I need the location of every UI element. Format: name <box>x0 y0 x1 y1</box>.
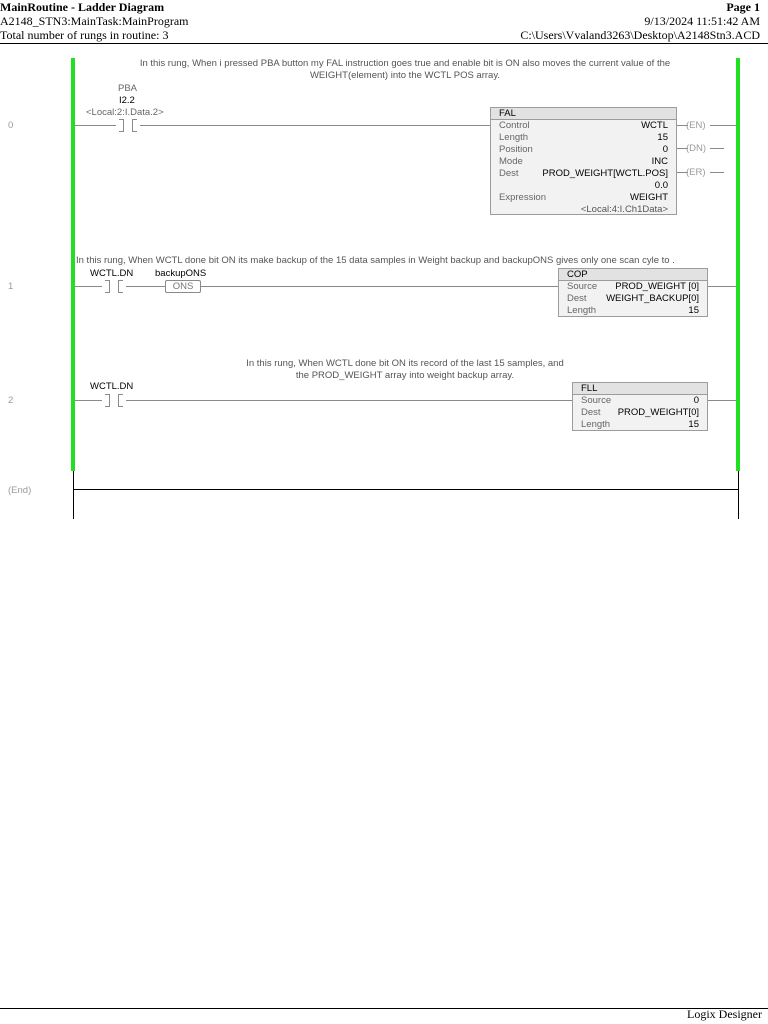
dest-live-value: 0.0 <box>654 180 668 191</box>
instruction-name: COP <box>559 269 707 281</box>
xic-contact[interactable] <box>116 119 140 132</box>
fal-instruction-block[interactable]: FAL Control WCTL Length 15 Position 0 Mode INC Dest PROD_WEIGHT[WCTL.POS] 0.0 Expression WEIGHT <Local:4:I.Ch1Data> <box>490 107 677 215</box>
xic-contact[interactable] <box>102 280 126 293</box>
contact-tag[interactable]: WCTL.DN <box>90 268 134 279</box>
end-label: (End) <box>8 485 32 496</box>
dest-value: WEIGHT_BACKUP[0] <box>606 293 699 304</box>
footer-app-name: Logix Designer <box>687 1007 762 1021</box>
length-value: 15 <box>688 419 699 430</box>
rung-count: Total number of rungs in routine: 3 <box>0 28 169 42</box>
ons-tag[interactable]: backupONS <box>155 268 207 279</box>
expression-alias: <Local:4:I.Ch1Data> <box>580 204 668 215</box>
xic-contact[interactable] <box>102 394 126 407</box>
routine-title: MainRoutine - Ladder Diagram <box>0 0 165 14</box>
end-left-rail <box>73 471 74 519</box>
contact-tag[interactable]: I2.2 <box>119 95 135 106</box>
rung-wire <box>75 286 558 287</box>
source-value: 0 <box>693 395 699 406</box>
contact-alias: <Local:2:I.Data.2> <box>86 107 164 118</box>
rung-comment: In this rung, When WCTL done bit ON its make backup of the 15 data samples in Weight backup and backupONS gives only one scan cyle to . <box>76 255 675 266</box>
length-value: 15 <box>657 132 668 143</box>
contact-description: PBA <box>118 83 138 94</box>
end-wire <box>73 489 739 490</box>
en-output: (EN) <box>686 120 706 131</box>
header-divider <box>0 43 768 44</box>
left-power-rail <box>71 58 75 471</box>
rung-number: 0 <box>8 120 14 131</box>
fll-instruction-block[interactable]: FLL Source 0 Dest PROD_WEIGHT[0] Length 15 <box>572 382 708 431</box>
position-value: 0 <box>662 144 668 155</box>
cop-instruction-block[interactable]: COP Source PROD_WEIGHT [0] Dest WEIGHT_BACKUP[0] Length 15 <box>558 268 708 317</box>
instruction-name: FAL <box>491 108 676 120</box>
contact-tag[interactable]: WCTL.DN <box>90 381 134 392</box>
right-power-rail <box>736 58 740 471</box>
dn-output: (DN) <box>686 143 707 154</box>
rung-wire <box>75 400 572 401</box>
project-file-path: C:\Users\Vvaland3263\Desktop\A2148Stn3.ACD <box>520 28 760 42</box>
length-value: 15 <box>688 305 699 316</box>
instruction-name: FLL <box>573 383 707 395</box>
expression-value: WEIGHT <box>630 192 668 203</box>
er-output: (ER) <box>686 167 706 178</box>
footer-divider <box>0 1008 768 1009</box>
end-right-rail <box>738 471 739 519</box>
dest-value: PROD_WEIGHT[WCTL.POS] <box>542 168 668 179</box>
rung-number: 2 <box>8 395 14 406</box>
rung-number: 1 <box>8 281 14 292</box>
control-value: WCTL <box>641 120 668 131</box>
mode-value: INC <box>651 156 668 167</box>
ons-instruction[interactable]: ONS <box>165 280 201 293</box>
print-datetime: 9/13/2024 11:51:42 AM <box>644 14 760 28</box>
page-number: Page 1 <box>726 0 760 14</box>
rung-comment: In this rung, When i pressed PBA button my FAL instruction goes true and enable bit is ON also moves the current value of the WEIGHT(element) into the WCTL POS array. <box>139 58 671 81</box>
program-path: A2148_STN3:MainTask:MainProgram <box>0 14 189 28</box>
rung-comment: In this rung, When WCTL done bit ON its record of the last 15 samples, and the PROD_WEIGHT array into weight backup array. <box>246 358 564 381</box>
dest-value: PROD_WEIGHT[0] <box>617 407 699 418</box>
source-value: PROD_WEIGHT [0] <box>615 281 699 292</box>
